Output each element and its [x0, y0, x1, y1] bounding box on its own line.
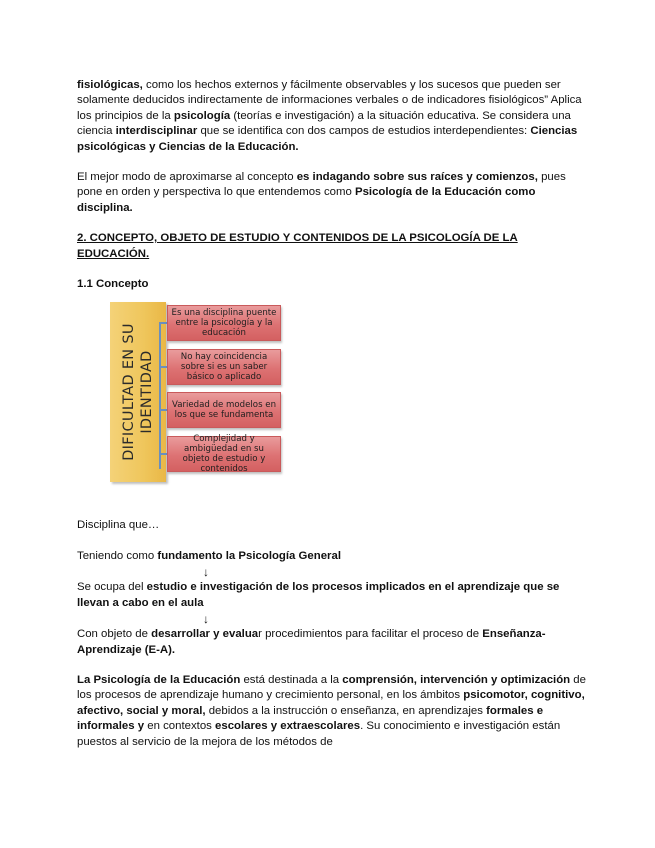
text-run: El mejor modo de aproximarse al concepto: [77, 171, 297, 184]
down-arrow-icon: ↓: [203, 612, 209, 627]
section-heading: 2. CONCEPTO, OBJETO DE ESTUDIO Y CONTENIDOS DE LA PSICOLOGÍA DE LA EDUCACIÓN.: [77, 232, 518, 260]
bold-text: La Psicología de la Educación: [77, 673, 241, 686]
text-run: pues pone en orden y perspectiva lo que entendemos como: [77, 171, 566, 199]
step-foundation: [77, 549, 587, 564]
bold-text: fisiológicas,: [77, 79, 143, 91]
text-run: Con objeto de: [77, 628, 152, 641]
text-run: de los procesos de aprendizaje humano y crecimiento personal, en los ámbitos: [77, 673, 586, 702]
bold-text: Ciencias psicológicas y Ciencias de la Educación.: [77, 125, 578, 153]
bold-text: psicología: [173, 109, 231, 122]
diagram-connector: [159, 322, 167, 324]
bold-text: comprensión, intervención y optimización: [342, 673, 571, 686]
bold-text: fundamento la Psicología General: [157, 549, 341, 562]
bold-text: escolares y extraescolares: [215, 720, 361, 733]
diagram-box-3: Variedad de modelos en los que se fundamenta: [167, 392, 281, 428]
diagram-connector: [159, 366, 167, 368]
document-page: [77, 78, 587, 750]
bold-text: desarrollar y evalua: [151, 628, 259, 641]
diagram-main-label: DIFICULTAD EN SU IDENTIDAD: [121, 323, 155, 462]
bold-text: psicomotor, cognitivo, afectivo, social y moral,: [77, 689, 585, 717]
step-objective: [77, 627, 587, 658]
text-run: que se identifica con dos campos de estudios interdependientes:: [197, 125, 531, 138]
text-run: (teorías e investigación) a la situación educativa. Se considera una ciencia: [77, 109, 571, 138]
subsection-heading: 1.1 Concepto: [77, 278, 149, 291]
bold-text: Psicología de la Educación como disciplina.: [77, 186, 536, 214]
text-run: Teniendo como: [77, 549, 158, 562]
bold-text: formales e informales y: [77, 704, 544, 733]
text-run: . Su conocimiento e investigación están puestos al servicio de la mejora de los métodos de: [77, 720, 561, 748]
identity-diagram: [77, 302, 377, 488]
text-run: en contextos: [144, 720, 216, 733]
bold-text: es indagando sobre sus raíces y comienzos,: [296, 171, 538, 184]
down-arrow-icon: ↓: [203, 565, 209, 580]
diagram-main-block: [110, 302, 166, 482]
bold-text: estudio e investigación de los procesos implicados en el aprendizaje que se llevan a cabo en el aula: [77, 581, 560, 609]
diagram-connector-vertical: [159, 322, 161, 469]
diagram-box-2: No hay coincidencia sobre si es un saber básico o aplicado: [167, 349, 281, 385]
paragraph-approach: [77, 170, 587, 216]
text-run: está destinada a la: [240, 673, 343, 686]
text-run: debidos a la instrucción o enseñanza, en aprendizajes: [205, 704, 487, 717]
bold-text: Enseñanza-Aprendizaje (E-A).: [77, 628, 546, 656]
diagram-connector: [159, 453, 167, 455]
paragraph-psychology-education: [77, 673, 587, 750]
text-run: como los hechos externos y fácilmente observables y los sucesos que pueden ser solamente deducidos indirectamente de informaciones verbales o de indicadores fisiológicos” Aplica los principios de la: [77, 79, 582, 122]
diagram-box-4: Complejidad y ambigüedad en su objeto de estudio y contenidos: [167, 436, 281, 472]
diagram-box-1: Es una disciplina puente entre la psicología y la educación: [167, 305, 281, 341]
disciplina-intro: Disciplina que…: [77, 519, 160, 532]
bold-text: interdisciplinar: [115, 125, 198, 138]
step-study: [77, 580, 587, 611]
paragraph-definition: [77, 78, 587, 155]
text-run: Se ocupa del: [77, 581, 147, 594]
text-run: r procedimientos para facilitar el proceso de: [258, 628, 483, 641]
diagram-connector: [159, 409, 167, 411]
